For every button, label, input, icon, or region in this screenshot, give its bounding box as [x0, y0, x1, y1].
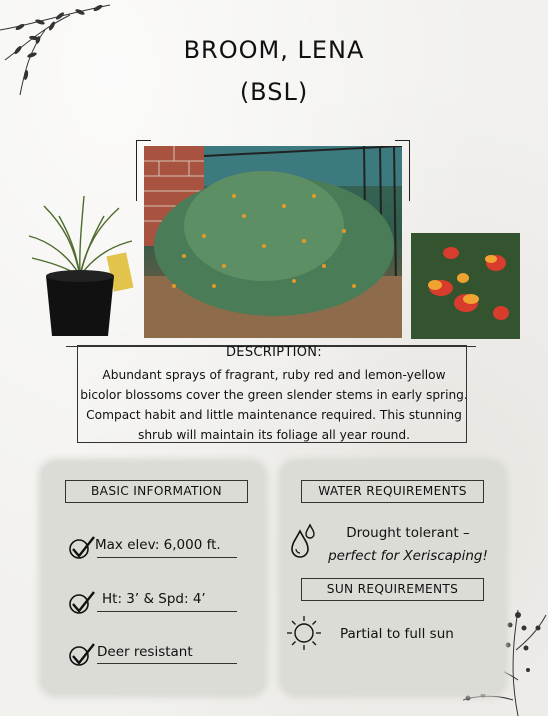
description-text: Abundant sprays of fragrant, ruby red and lemon-yellow bicolor blossoms cover the green slender stems in early spring. Compact habit and little maintenance required. This stunning shrub will maintain its foliage all year round.	[80, 368, 468, 442]
water-requirements-label: WATER REQUIREMENTS	[301, 480, 484, 503]
water-requirement-text	[322, 522, 494, 568]
basic-information-label: BASIC INFORMATION	[65, 480, 248, 503]
feature-underline	[97, 611, 237, 612]
shrub-photo	[144, 146, 402, 338]
water-line-1: Drought tolerant –	[346, 525, 470, 541]
feature-underline	[97, 557, 237, 558]
feature-max-elev: Max elev: 6,000 ft.	[95, 537, 221, 553]
water-line-2	[322, 545, 494, 568]
potted-plant-image	[24, 196, 136, 340]
flower-closeup-photo	[411, 233, 520, 339]
sun-requirement-text: Partial to full sun	[340, 626, 454, 642]
water-drops-icon	[288, 523, 318, 559]
checkmark-icon	[68, 642, 96, 668]
feature-deer-resistant: Deer resistant	[97, 644, 193, 660]
checkmark-icon	[68, 590, 96, 616]
sun-icon	[285, 614, 323, 652]
sun-requirements-label: SUN REQUIREMENTS	[301, 578, 484, 601]
page-title: BROOM, LENA	[183, 36, 365, 64]
feature-underline	[97, 663, 237, 664]
plant-code: (BSL)	[239, 78, 309, 106]
xeriscaping-note: perfect for Xeriscaping!	[328, 548, 488, 564]
feature-height-spread: Ht: 3’ & Spd: 4’	[102, 591, 206, 607]
description-heading: DESCRIPTION:	[226, 345, 322, 360]
checkmark-icon	[68, 535, 96, 561]
